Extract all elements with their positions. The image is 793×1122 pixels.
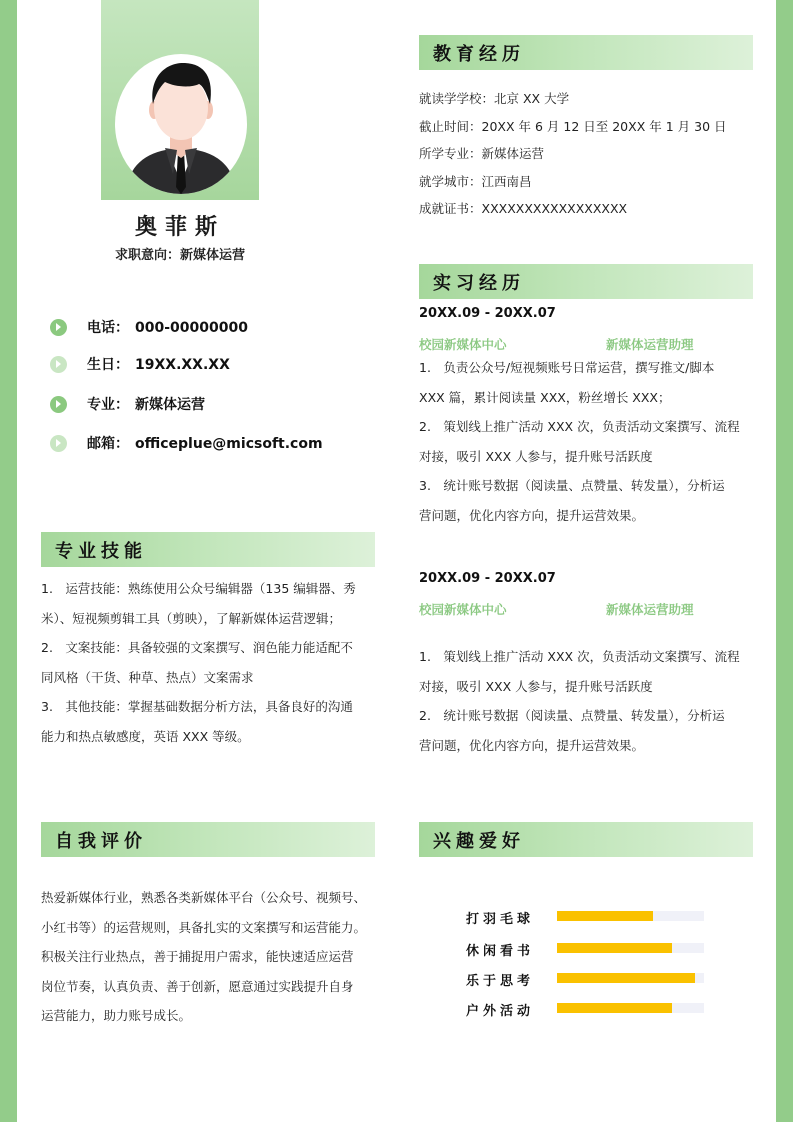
internship-org: 校园新媒体中心 — [419, 602, 507, 617]
contact-value: 000-00000000 — [135, 320, 248, 336]
text-line: 2. 策划线上推广活动 XXX 次，负责活动文案撰写、流程 — [419, 419, 740, 434]
text-line: 3. 统计账号数据（阅读量、点赞量、转发量），分析运 — [419, 478, 725, 493]
self-eval-heading: 自我评价 — [41, 822, 375, 857]
hobby-bar-track — [557, 973, 704, 983]
play-bullet-icon — [50, 356, 67, 373]
skills-heading: 专业技能 — [41, 532, 375, 567]
contact-major — [50, 393, 370, 415]
job-intention: 求职意向：新媒体运营 — [114, 248, 245, 263]
hobby-bar-fill — [557, 1003, 672, 1013]
text-line: 小红书等）的运营规则，具备扎实的文案撰写和运营能力。 — [41, 919, 367, 935]
right-edge-bar — [776, 0, 793, 1122]
text-line: 2. 文案技能：具备较强的文案撰写、润色能力能适配不 — [41, 640, 353, 655]
contact-label: 电话： — [87, 320, 129, 336]
text-line: 营问题，优化内容方向，提升运营效果。 — [419, 507, 645, 523]
text-line: 热爱新媒体行业，熟悉各类新媒体平台（公众号、视频号、 — [41, 890, 367, 905]
hobby-bar-track — [557, 943, 704, 953]
hobby-label: 休闲看书 — [466, 944, 535, 959]
text-line: 1. 策划线上推广活动 XXX 次，负责活动文案撰写、流程 — [419, 649, 740, 664]
text-line: 3. 其他技能：掌握基础数据分析方法，具备良好的沟通 — [41, 699, 353, 714]
self-eval-body — [41, 883, 377, 1031]
text-line: 营问题，优化内容方向，提升运营效果。 — [419, 737, 645, 753]
avatar-illustration — [115, 54, 247, 194]
education-heading: 教育经历 — [419, 35, 753, 70]
text-line: 岗位节奏，认真负责、善于创新，愿意通过实践提升自身 — [41, 978, 354, 994]
candidate-name: 奥菲斯 — [134, 215, 225, 240]
left-edge-bar — [0, 0, 17, 1122]
internship-details — [419, 642, 759, 760]
text-line: 就读学学校：北京 XX 大学 — [419, 91, 570, 106]
contact-value: 新媒体运营 — [135, 397, 205, 413]
hobby-bar-fill — [557, 943, 672, 953]
avatar — [115, 54, 247, 194]
play-bullet-icon — [50, 435, 67, 452]
play-bullet-icon — [50, 396, 67, 413]
contact-label: 邮箱： — [87, 436, 129, 452]
contact-email — [50, 432, 370, 454]
hobby-bar-track — [557, 1003, 704, 1013]
hobby-bar-track — [557, 911, 704, 921]
internship-period: 20XX.09 - 20XX.07 — [419, 571, 556, 586]
play-bullet-icon — [50, 319, 67, 336]
text-line: 就学城市：江西南昌 — [419, 173, 532, 189]
contact-label: 生日： — [87, 357, 129, 373]
text-line: 成就证书：XXXXXXXXXXXXXXXXX — [419, 201, 628, 216]
internship-details — [419, 353, 759, 530]
contact-birthday — [50, 353, 370, 375]
hobby-label: 乐于思考 — [466, 974, 535, 989]
hobby-bar-fill — [557, 973, 695, 983]
hobbies-heading: 兴趣爱好 — [419, 822, 753, 857]
text-line: XXX 篇，累计阅读量 XXX，粉丝增长 XXX； — [419, 389, 671, 405]
text-line: 能力和热点敏感度，英语 XXX 等级。 — [41, 728, 250, 744]
hobby-bar-fill — [557, 911, 653, 921]
text-line: 运营能力，助力账号成长。 — [41, 1008, 192, 1023]
text-line: 截止时间：20XX 年 6 月 12 日至 20XX 年 1 月 30 日 — [419, 118, 727, 134]
text-line: 对接，吸引 XXX 人参与，提升账号活跃度 — [419, 448, 653, 464]
internship-role: 新媒体运营助理 — [606, 337, 694, 352]
text-line: 1. 运营技能：熟练使用公众号编辑器（135 编辑器、秀 — [41, 581, 356, 596]
skills-body — [41, 574, 377, 751]
hobby-label: 打羽毛球 — [466, 912, 535, 927]
contact-phone — [50, 316, 370, 338]
internship-heading: 实习经历 — [419, 264, 753, 299]
contact-label: 专业： — [87, 397, 129, 413]
internship-period: 20XX.09 - 20XX.07 — [419, 306, 556, 321]
text-line: 所学专业：新媒体运营 — [419, 146, 545, 161]
text-line: 同风格（干货、种草、热点）文案需求 — [41, 669, 254, 685]
education-body — [419, 85, 759, 223]
text-line: 2. 统计账号数据（阅读量、点赞量、转发量），分析运 — [419, 708, 725, 723]
text-line: 米）、短视频剪辑工具（剪映），了解新媒体运营逻辑； — [41, 610, 342, 626]
hobby-label: 户外活动 — [466, 1004, 535, 1019]
internship-role: 新媒体运营助理 — [606, 602, 694, 617]
text-line: 对接，吸引 XXX 人参与，提升账号活跃度 — [419, 678, 653, 694]
contact-value: officeplue@micsoft.com — [135, 436, 323, 452]
text-line: 积极关注行业热点，善于捕捉用户需求，能快速适应运营 — [41, 949, 354, 964]
text-line: 1. 负责公众号/短视频账号日常运营，撰写推文/脚本 — [419, 360, 715, 375]
contact-value: 19XX.XX.XX — [135, 357, 230, 373]
internship-org: 校园新媒体中心 — [419, 337, 507, 352]
